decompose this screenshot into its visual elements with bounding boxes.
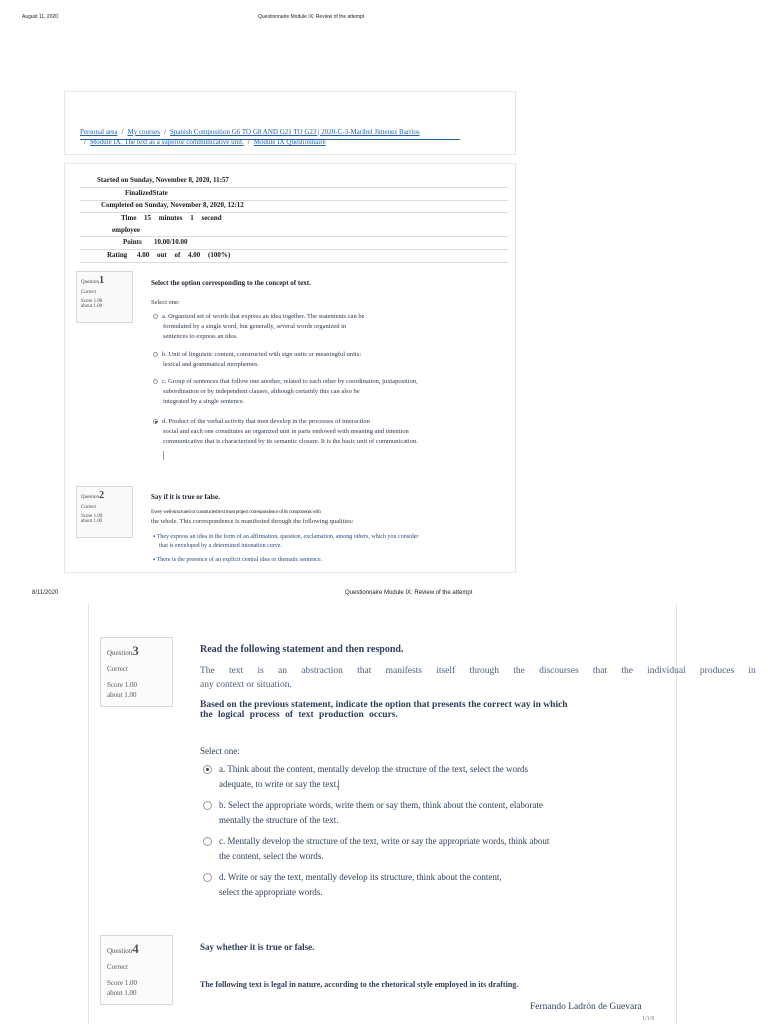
statement-word: is [257, 666, 264, 676]
question-3-number: Question3 [107, 643, 139, 658]
breadcrumb-sep: / [163, 128, 166, 136]
question-2-status: Correct [81, 505, 96, 510]
question-1-number: Question1 [81, 275, 105, 286]
statement-word: an [278, 666, 287, 676]
question-1-max: about 1.00 [81, 304, 103, 309]
statement-word: The [200, 666, 215, 676]
question-1-option-c[interactable]: c. Group of sentences that follow one another, related to each other by coordination, juxtaposition, subordination or by independent clauses, although certainly this can also be integrated by a single sentence. [153, 377, 418, 407]
question-1-select-one: Select one: [151, 299, 180, 306]
breadcrumb-line2 [84, 131, 326, 149]
question-2-statement-1: Every well-structured or constructed text must project correspondence of its components with [151, 509, 321, 515]
summary-completed: Completed on Sunday, November 8, 2020, 12:12 [80, 201, 508, 213]
question-3-score: Score 1.00 [107, 681, 137, 689]
breadcrumb-my-courses[interactable]: My courses [127, 128, 160, 136]
question-4-text: The following text is legal in nature, according to the rhetorical style employed in its drafting. [200, 980, 519, 989]
question-4-number: Question4 [107, 941, 139, 956]
summary-time: Time 15 minutes 1 second employee [80, 214, 508, 237]
print-title: Questionnaire Module IX: Review of the attempt [258, 14, 365, 20]
statement-word: the [513, 666, 525, 676]
question-3-option-d[interactable]: d. Write or say the text, mentally develop its structure, think about the content, select the appropriate words. [203, 870, 502, 900]
text-cursor-icon [338, 780, 339, 790]
breadcrumb-module[interactable]: Module IX. The text as a superior communicative unit. [89, 138, 244, 146]
statement-word: through [469, 666, 500, 676]
statement-word: itself [436, 666, 456, 676]
question-3-status: Correct [107, 665, 128, 673]
question-1-status: Correct [81, 290, 96, 295]
radio-icon[interactable] [153, 314, 158, 319]
summary-rating: Rating 4.00 out of 4.00 (100%) [80, 251, 508, 263]
question-4-status: Correct [107, 963, 128, 971]
question-4-score: Score 1.00 [107, 979, 137, 987]
print-date: August 11, 2020 [22, 14, 59, 20]
radio-icon[interactable] [153, 352, 158, 357]
summary-state: FinalizedState [80, 189, 508, 201]
question-4-max: about 1.00 [107, 989, 137, 997]
breadcrumb-personal-area[interactable]: Personal area [80, 128, 118, 136]
radio-selected-icon[interactable] [203, 765, 212, 774]
question-3-statement-end: any context or situation. [200, 680, 292, 690]
question-1-option-a[interactable]: a. Organized set of words that express an idea together. The statements can be formulated by a single word, but generally, several words organized in sentences to express an idea. [153, 312, 364, 342]
statement-word: that [592, 666, 608, 676]
summary-points: Points 10.00/10.00 [80, 238, 508, 250]
page-number: 1/1/6 [642, 1016, 655, 1022]
radio-selected-icon[interactable] [153, 419, 158, 424]
page-2-border-left [88, 603, 89, 1024]
summary-started: Started on Sunday, November 8, 2020, 11:57 [80, 176, 508, 188]
print-date-2: 8/11/2020 [32, 590, 59, 596]
question-3-info [100, 637, 173, 707]
question-2-score: Score 1.00 [81, 514, 103, 519]
question-3-option-c[interactable]: c. Mentally develop the structure of the text, write or say the appropriate words, think about the content, select the words. [203, 834, 549, 864]
statement-word: produces [699, 666, 735, 676]
question-4-info [100, 935, 173, 1005]
breadcrumb-sep: / [121, 128, 124, 136]
statement-word: the [621, 666, 633, 676]
statement-word: manifests [385, 666, 423, 676]
question-2-statement-2: the whole. This correspondence is manifested through the following qualities: [151, 518, 354, 525]
question-2-number: Question2 [81, 490, 105, 501]
print-title-2: Questionnaire Module IX: Review of the attempt [345, 590, 473, 596]
breadcrumb-questionnaire[interactable]: Module IX Questionnaire [253, 138, 326, 146]
question-1-option-d[interactable]: d. Product of the verbal activity that men develop in the processes of interaction social and each one constitutes an organized unit in parts endowed with meaning and intention communicative that is characterized by its semantic closure. It is the basic unit of communication. [153, 417, 418, 447]
statement-word: in [748, 666, 756, 676]
question-4-author: Fernando Ladrón de Guevara [530, 1002, 642, 1012]
question-2-bullet-2: ▪ There is the presence of an explicit central idea or thematic sentence. [153, 557, 323, 563]
radio-icon[interactable] [153, 379, 158, 384]
radio-icon[interactable] [203, 801, 212, 810]
question-1-info [76, 271, 133, 323]
breadcrumb-sep: / [247, 138, 250, 146]
radio-icon[interactable] [203, 837, 212, 846]
question-2-max: about 1.00 [81, 519, 103, 524]
question-3-select-one: Select one: [200, 746, 240, 756]
statement-word: abstraction [301, 666, 343, 676]
breadcrumb-sep: / [84, 138, 86, 146]
question-2-info [76, 486, 133, 538]
radio-icon[interactable] [203, 873, 212, 882]
statement-word: discourses [539, 666, 579, 676]
statement-word: individual [647, 666, 686, 676]
question-3-prompt: Read the following statement and then respond. [200, 644, 404, 655]
question-2-prompt: Say if it is true or false. [151, 493, 220, 501]
question-4-prompt: Say whether it is true or false. [200, 942, 315, 952]
question-2-bullet-1: ▪ They express an idea in the form of an affirmation, question, exclamation, among others, which you consider that is enveloped by a determined intonation curve. [153, 534, 419, 549]
question-3-option-a[interactable]: a. Think about the content, mentally develop the structure of the text, select the words adequate, to write or say the text. [203, 762, 528, 792]
question-3-instruction: Based on the previous statement, indicate the option that presents the correct way in which the logical process of text production occurs. [200, 700, 568, 720]
question-1-score: Score 1.00 [81, 299, 103, 304]
question-3-statement [200, 666, 756, 676]
question-3-max: about 1.00 [107, 691, 137, 699]
statement-word: text [229, 666, 244, 676]
breadcrumb-course[interactable]: Spanish Composition G6 TO G8 AND G21 TO G23 | 2020-C-3-Maribel Jimenez Barrios [169, 128, 420, 136]
question-1-option-b[interactable]: b. Unit of linguistic content, constructed with sign units or meaningful units: lexical and grammatical morphemes. [153, 350, 361, 370]
statement-word: that [357, 666, 372, 676]
question-1-prompt: Select the option corresponding to the concept of text. [151, 279, 311, 287]
question-3-option-b[interactable]: b. Select the appropriate words, write them or say them, think about the content, elaborate mentally the structure of the text. [203, 798, 543, 828]
text-cursor-icon [163, 451, 164, 460]
